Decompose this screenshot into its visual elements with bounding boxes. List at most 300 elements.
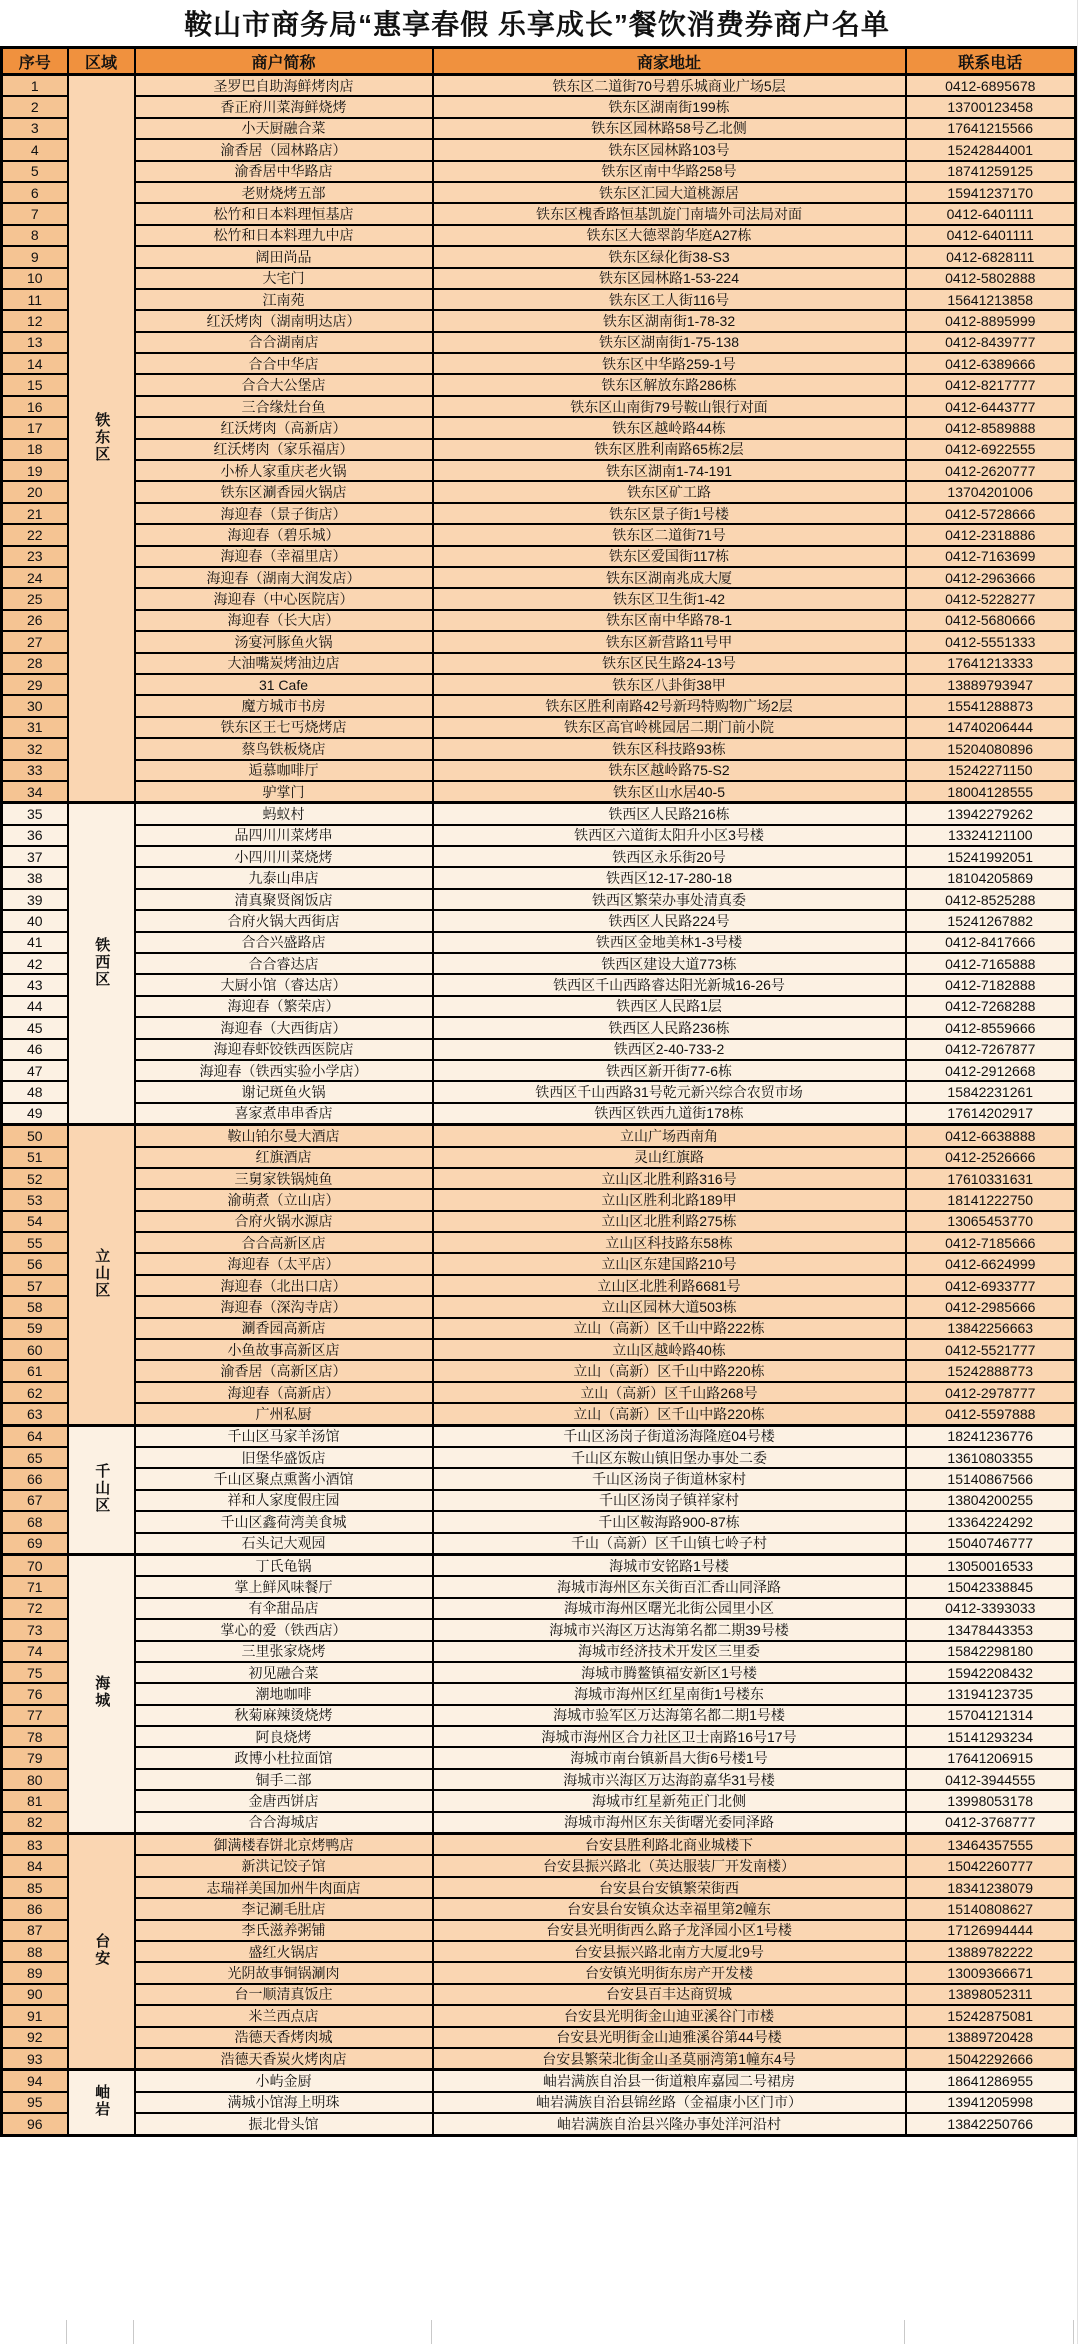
cell-seq: 55 bbox=[2, 1232, 68, 1253]
cell-phone: 0412-7163699 bbox=[906, 546, 1076, 567]
cell-seq: 47 bbox=[2, 1060, 68, 1081]
cell-seq: 51 bbox=[2, 1147, 68, 1168]
cell-merchant-name: 广州私厨 bbox=[135, 1403, 433, 1425]
cell-merchant-name: 潮地咖啡 bbox=[135, 1683, 433, 1704]
cell-seq: 21 bbox=[2, 503, 68, 524]
cell-phone: 15042260777 bbox=[906, 1855, 1076, 1876]
table-row bbox=[2, 96, 1076, 117]
table-row bbox=[2, 653, 1076, 674]
cell-address: 台安县振兴路北（英达服装厂开发南楼） bbox=[433, 1855, 906, 1876]
cell-merchant-name: 渝萌煮（立山店） bbox=[135, 1189, 433, 1210]
table-row bbox=[2, 974, 1076, 995]
cell-phone: 13009366671 bbox=[906, 1962, 1076, 1983]
cell-merchant-name: 红沃烤肉（家乐福店） bbox=[135, 439, 433, 460]
cell-address: 铁西区铁西九道街178栋 bbox=[433, 1103, 906, 1125]
cell-seq: 77 bbox=[2, 1705, 68, 1726]
cell-phone: 0412-7185666 bbox=[906, 1232, 1076, 1253]
table-row bbox=[2, 439, 1076, 460]
region-label: 铁西区 bbox=[93, 936, 111, 988]
cell-merchant-name: 李记涮毛肚店 bbox=[135, 1898, 433, 1919]
cell-seq: 42 bbox=[2, 953, 68, 974]
cell-merchant-name: 小天厨融合菜 bbox=[135, 118, 433, 139]
table-row bbox=[2, 1211, 1076, 1232]
region-label: 台安 bbox=[93, 1933, 111, 1968]
table-row bbox=[2, 524, 1076, 545]
cell-seq: 57 bbox=[2, 1275, 68, 1296]
cell-merchant-name: 合合湖南店 bbox=[135, 332, 433, 353]
cell-seq: 26 bbox=[2, 610, 68, 631]
table-row bbox=[2, 203, 1076, 224]
cell-phone: 15242271150 bbox=[906, 760, 1076, 781]
cell-seq: 71 bbox=[2, 1576, 68, 1597]
cell-address: 立山广场西南角 bbox=[433, 1125, 906, 1147]
table-row bbox=[2, 631, 1076, 652]
table-row bbox=[2, 996, 1076, 1017]
cell-seq: 75 bbox=[2, 1662, 68, 1683]
cell-merchant-name: 金唐西饼店 bbox=[135, 1790, 433, 1811]
cell-address: 海城市红星新苑正门北侧 bbox=[433, 1790, 906, 1811]
cell-phone: 13804200255 bbox=[906, 1490, 1076, 1511]
cell-seq: 59 bbox=[2, 1318, 68, 1339]
cell-address: 海城市验军区万达海第名都二期1号楼 bbox=[433, 1705, 906, 1726]
cell-phone: 15541288873 bbox=[906, 695, 1076, 716]
cell-merchant-name: 渝香居（高新区店） bbox=[135, 1360, 433, 1381]
cell-address: 立山区园林大道503栋 bbox=[433, 1296, 906, 1317]
table-row bbox=[2, 2048, 1076, 2070]
cell-phone: 0412-6389666 bbox=[906, 353, 1076, 374]
table-row bbox=[2, 1168, 1076, 1189]
cell-seq: 74 bbox=[2, 1641, 68, 1662]
cell-address: 立山（高新）区千山中路222栋 bbox=[433, 1318, 906, 1339]
cell-merchant-name: 圣罗巴自助海鲜烤肉店 bbox=[135, 75, 433, 97]
cell-phone: 0412-3768777 bbox=[906, 1812, 1076, 1834]
cell-seq: 58 bbox=[2, 1296, 68, 1317]
cell-seq: 10 bbox=[2, 268, 68, 289]
cell-phone: 0412-3944555 bbox=[906, 1769, 1076, 1790]
table-row bbox=[2, 717, 1076, 738]
cell-seq: 91 bbox=[2, 2005, 68, 2026]
cell-phone: 13998053178 bbox=[906, 1790, 1076, 1811]
cell-merchant-name: 喜家煮串串香店 bbox=[135, 1103, 433, 1125]
cell-merchant-name: 渝香居（园林路店） bbox=[135, 139, 433, 160]
cell-seq: 29 bbox=[2, 674, 68, 695]
cell-address: 海城市兴海区万达海韵嘉华31号楼 bbox=[433, 1769, 906, 1790]
cell-address: 铁东区高官岭桃园居二期门前小院 bbox=[433, 717, 906, 738]
gridline-stub bbox=[133, 2320, 134, 2344]
cell-seq: 95 bbox=[2, 2092, 68, 2113]
cell-merchant-name: 大油嘴炭烤油边店 bbox=[135, 653, 433, 674]
cell-seq: 83 bbox=[2, 1834, 68, 1856]
cell-address: 海城市经济技术开发区三里委 bbox=[433, 1641, 906, 1662]
cell-phone: 17614202917 bbox=[906, 1103, 1076, 1125]
cell-seq: 96 bbox=[2, 2113, 68, 2135]
cell-address: 台安县胜利路北商业城楼下 bbox=[433, 1834, 906, 1856]
cell-region bbox=[68, 1834, 135, 2070]
table-row bbox=[2, 1705, 1076, 1726]
cell-phone: 0412-8417666 bbox=[906, 932, 1076, 953]
cell-merchant-name: 米兰西点店 bbox=[135, 2005, 433, 2026]
cell-seq: 69 bbox=[2, 1533, 68, 1555]
cell-seq: 86 bbox=[2, 1898, 68, 1919]
cell-seq: 5 bbox=[2, 161, 68, 182]
cell-merchant-name: 铁东区王七丐烧烤店 bbox=[135, 717, 433, 738]
cell-merchant-name: 御满楼春饼北京烤鸭店 bbox=[135, 1834, 433, 1856]
cell-merchant-name: 海迎春（大西街店） bbox=[135, 1017, 433, 1038]
cell-merchant-name: 渝香居中华路店 bbox=[135, 161, 433, 182]
cell-phone: 15842298180 bbox=[906, 1641, 1076, 1662]
cell-address: 铁东区园林路1-53-224 bbox=[433, 268, 906, 289]
cell-merchant-name: 红沃烤肉（高新店） bbox=[135, 417, 433, 438]
cell-phone: 17641206915 bbox=[906, 1747, 1076, 1768]
table-row bbox=[2, 1189, 1076, 1210]
cell-phone: 13942279262 bbox=[906, 803, 1076, 825]
table-row bbox=[2, 374, 1076, 395]
region-label: 千山区 bbox=[93, 1462, 111, 1514]
table-row bbox=[2, 1984, 1076, 2005]
cell-address: 铁西区六道街太阳升小区3号楼 bbox=[433, 825, 906, 846]
cell-seq: 67 bbox=[2, 1490, 68, 1511]
cell-address: 铁东区爱国街117栋 bbox=[433, 546, 906, 567]
merchant-table bbox=[0, 46, 1077, 2137]
cell-merchant-name: 丁氏龟锅 bbox=[135, 1554, 433, 1576]
table-row bbox=[2, 846, 1076, 867]
table-row bbox=[2, 1619, 1076, 1640]
cell-merchant-name: 千山区聚点熏酱小酒馆 bbox=[135, 1468, 433, 1489]
table-row bbox=[2, 803, 1076, 825]
cell-seq: 54 bbox=[2, 1211, 68, 1232]
cell-phone: 15242888773 bbox=[906, 1360, 1076, 1381]
cell-phone: 15704121314 bbox=[906, 1705, 1076, 1726]
table-row bbox=[2, 760, 1076, 781]
cell-merchant-name: 小鱼故事高新区店 bbox=[135, 1339, 433, 1360]
cell-address: 铁东区八卦街38甲 bbox=[433, 674, 906, 695]
table-row bbox=[2, 1511, 1076, 1532]
cell-merchant-name: 浩德天香烤肉城 bbox=[135, 2027, 433, 2048]
column-header-0: 序号 bbox=[2, 48, 68, 75]
cell-address: 铁西区人民路216栋 bbox=[433, 803, 906, 825]
table-row bbox=[2, 1962, 1076, 1983]
gridline-stub bbox=[1073, 2320, 1074, 2344]
table-row bbox=[2, 246, 1076, 267]
cell-seq: 78 bbox=[2, 1726, 68, 1747]
region-label: 岫岩 bbox=[93, 2083, 111, 2118]
cell-phone: 0412-6638888 bbox=[906, 1125, 1076, 1147]
table-row bbox=[2, 1790, 1076, 1811]
cell-phone: 18141222750 bbox=[906, 1189, 1076, 1210]
cell-phone: 0412-7165888 bbox=[906, 953, 1076, 974]
table-row bbox=[2, 1103, 1076, 1125]
cell-seq: 9 bbox=[2, 246, 68, 267]
cell-address: 铁东区山南街79号鞍山银行对面 bbox=[433, 396, 906, 417]
page-title: 鞍山市商务局“惠享春假 乐享成长”餐饮消费券商户名单 bbox=[184, 9, 890, 40]
cell-address: 立山区北胜利路316号 bbox=[433, 1168, 906, 1189]
table-row bbox=[2, 1017, 1076, 1038]
cell-merchant-name: 海迎春（北出口店） bbox=[135, 1275, 433, 1296]
cell-merchant-name: 海迎春虾饺铁西医院店 bbox=[135, 1039, 433, 1060]
table-row bbox=[2, 1877, 1076, 1898]
cell-phone: 15040746777 bbox=[906, 1533, 1076, 1555]
cell-seq: 82 bbox=[2, 1812, 68, 1834]
cell-seq: 6 bbox=[2, 182, 68, 203]
cell-phone: 0412-2620777 bbox=[906, 460, 1076, 481]
table-row bbox=[2, 932, 1076, 953]
cell-address: 铁西区金地美林1-3号楼 bbox=[433, 932, 906, 953]
cell-merchant-name: 谢记斑鱼火锅 bbox=[135, 1081, 433, 1102]
cell-merchant-name: 光阴故事铜锅涮肉 bbox=[135, 1962, 433, 1983]
cell-address: 台安县光明街金山迪亚溪谷门市楼 bbox=[433, 2005, 906, 2026]
cell-seq: 40 bbox=[2, 910, 68, 931]
table-row bbox=[2, 396, 1076, 417]
cell-merchant-name: 蚂蚁村 bbox=[135, 803, 433, 825]
cell-seq: 85 bbox=[2, 1877, 68, 1898]
cell-merchant-name: 合合睿达店 bbox=[135, 953, 433, 974]
cell-seq: 79 bbox=[2, 1747, 68, 1768]
cell-phone: 18641286955 bbox=[906, 2070, 1076, 2092]
cell-address: 铁西区建设大道773栋 bbox=[433, 953, 906, 974]
cell-seq: 2 bbox=[2, 96, 68, 117]
cell-phone: 0412-6828111 bbox=[906, 246, 1076, 267]
cell-seq: 68 bbox=[2, 1511, 68, 1532]
cell-merchant-name: 合合高新区店 bbox=[135, 1232, 433, 1253]
cell-merchant-name: 铜手二部 bbox=[135, 1769, 433, 1790]
cell-seq: 13 bbox=[2, 332, 68, 353]
cell-merchant-name: 小四川川菜烧烤 bbox=[135, 846, 433, 867]
cell-phone: 13842256663 bbox=[906, 1318, 1076, 1339]
cell-phone: 0412-6401111 bbox=[906, 225, 1076, 246]
cell-phone: 0412-7182888 bbox=[906, 974, 1076, 995]
cell-merchant-name: 千山区马家羊汤馆 bbox=[135, 1425, 433, 1447]
cell-address: 铁东区湖南街1-78-32 bbox=[433, 310, 906, 331]
cell-seq: 30 bbox=[2, 695, 68, 716]
cell-address: 铁东区越岭路44栋 bbox=[433, 417, 906, 438]
cell-merchant-name: 初见融合菜 bbox=[135, 1662, 433, 1683]
cell-phone: 0412-8439777 bbox=[906, 332, 1076, 353]
cell-merchant-name: 祥和人家度假庄园 bbox=[135, 1490, 433, 1511]
cell-address: 台安县台安镇众达幸福里第2幢东 bbox=[433, 1898, 906, 1919]
cell-phone: 0412-2526666 bbox=[906, 1147, 1076, 1168]
cell-merchant-name: 红沃烤肉（湖南明达店） bbox=[135, 310, 433, 331]
cell-phone: 0412-8525288 bbox=[906, 889, 1076, 910]
cell-seq: 15 bbox=[2, 374, 68, 395]
cell-phone: 15641213858 bbox=[906, 289, 1076, 310]
cell-address: 千山（高新）区千山镇七岭子村 bbox=[433, 1533, 906, 1555]
cell-merchant-name: 魔方城市书房 bbox=[135, 695, 433, 716]
cell-region bbox=[68, 1425, 135, 1554]
cell-address: 铁东区工人街116号 bbox=[433, 289, 906, 310]
cell-merchant-name: 志瑞祥美国加州牛肉面店 bbox=[135, 1877, 433, 1898]
table-row bbox=[2, 2113, 1076, 2135]
cell-seq: 39 bbox=[2, 889, 68, 910]
cell-address: 铁东区园林路58号乙北侧 bbox=[433, 118, 906, 139]
table-row bbox=[2, 1726, 1076, 1747]
cell-seq: 25 bbox=[2, 588, 68, 609]
cell-merchant-name: 石头记大观园 bbox=[135, 1533, 433, 1555]
cell-seq: 53 bbox=[2, 1189, 68, 1210]
cell-seq: 34 bbox=[2, 781, 68, 803]
cell-seq: 17 bbox=[2, 417, 68, 438]
cell-merchant-name: 海迎春（高新店） bbox=[135, 1382, 433, 1403]
cell-phone: 0412-6624999 bbox=[906, 1253, 1076, 1274]
table-row bbox=[2, 289, 1076, 310]
cell-phone: 18241236776 bbox=[906, 1425, 1076, 1447]
cell-address: 海城市海州区东关街百汇香山同泽路 bbox=[433, 1576, 906, 1597]
cell-merchant-name: 旧堡华盛饭店 bbox=[135, 1447, 433, 1468]
cell-phone: 0412-8589888 bbox=[906, 417, 1076, 438]
cell-merchant-name: 小桥人家重庆老火锅 bbox=[135, 460, 433, 481]
table-row bbox=[2, 139, 1076, 160]
table-row bbox=[2, 695, 1076, 716]
cell-address: 台安县光明街金山迪雅溪谷第44号楼 bbox=[433, 2027, 906, 2048]
cell-address: 铁东区南中华路78-1 bbox=[433, 610, 906, 631]
cell-address: 台安县台安镇繁荣街西 bbox=[433, 1877, 906, 1898]
cell-address: 铁东区南中华路258号 bbox=[433, 161, 906, 182]
cell-phone: 13610803355 bbox=[906, 1447, 1076, 1468]
cell-merchant-name: 台一顺清真饭庄 bbox=[135, 1984, 433, 2005]
table-row bbox=[2, 1683, 1076, 1704]
table-row bbox=[2, 1769, 1076, 1790]
cell-phone: 18004128555 bbox=[906, 781, 1076, 803]
cell-address: 海城市安铭路1号楼 bbox=[433, 1554, 906, 1576]
cell-address: 海城市海州区曙光北街公园里小区 bbox=[433, 1598, 906, 1619]
cell-phone: 0412-6401111 bbox=[906, 203, 1076, 224]
cell-merchant-name: 掌上鲜风味餐厅 bbox=[135, 1576, 433, 1597]
cell-seq: 36 bbox=[2, 825, 68, 846]
cell-phone: 15140808627 bbox=[906, 1898, 1076, 1919]
cell-merchant-name: 盛红火锅店 bbox=[135, 1941, 433, 1962]
cell-region bbox=[68, 75, 135, 803]
cell-phone: 15241267882 bbox=[906, 910, 1076, 931]
table-row bbox=[2, 310, 1076, 331]
table-row bbox=[2, 2027, 1076, 2048]
table-row bbox=[2, 1898, 1076, 1919]
cell-phone: 15942208432 bbox=[906, 1662, 1076, 1683]
cell-merchant-name: 海迎春（景子街店） bbox=[135, 503, 433, 524]
table-row bbox=[2, 1490, 1076, 1511]
cell-seq: 23 bbox=[2, 546, 68, 567]
cell-merchant-name: 海迎春（繁荣店） bbox=[135, 996, 433, 1017]
cell-address: 铁东区绿化街38-S3 bbox=[433, 246, 906, 267]
cell-address: 铁东区卫生街1-42 bbox=[433, 588, 906, 609]
cell-seq: 8 bbox=[2, 225, 68, 246]
cell-phone: 0412-8895999 bbox=[906, 310, 1076, 331]
cell-address: 铁东区槐香路恒基凯旋门南墙外司法局对面 bbox=[433, 203, 906, 224]
cell-phone: 0412-7267877 bbox=[906, 1039, 1076, 1060]
cell-address: 铁西区2-40-733-2 bbox=[433, 1039, 906, 1060]
cell-seq: 43 bbox=[2, 974, 68, 995]
cell-phone: 0412-6933777 bbox=[906, 1275, 1076, 1296]
table-row bbox=[2, 1834, 1076, 1856]
cell-address: 铁东区民生路24-13号 bbox=[433, 653, 906, 674]
cell-address: 海城市海州区合力社区卫士南路16号17号 bbox=[433, 1726, 906, 1747]
cell-seq: 24 bbox=[2, 567, 68, 588]
cell-region bbox=[68, 1125, 135, 1425]
cell-seq: 22 bbox=[2, 524, 68, 545]
region-label: 立山区 bbox=[93, 1247, 111, 1299]
gridline-right bbox=[1077, 0, 1078, 2344]
cell-address: 立山区北胜利路6681号 bbox=[433, 1275, 906, 1296]
cell-phone: 13050016533 bbox=[906, 1554, 1076, 1576]
cell-phone: 0412-8559666 bbox=[906, 1017, 1076, 1038]
cell-seq: 41 bbox=[2, 932, 68, 953]
column-header-2: 商户简称 bbox=[135, 48, 433, 75]
cell-phone: 18341238079 bbox=[906, 1877, 1076, 1898]
table-row bbox=[2, 781, 1076, 803]
table-row bbox=[2, 1232, 1076, 1253]
cell-merchant-name: 海迎春（深沟寺店） bbox=[135, 1296, 433, 1317]
cell-address: 千山区汤岗子街道林家村 bbox=[433, 1468, 906, 1489]
cell-merchant-name: 鞍山铂尔曼大酒店 bbox=[135, 1125, 433, 1147]
cell-phone: 13889793947 bbox=[906, 674, 1076, 695]
cell-merchant-name: 海迎春（湖南大润发店） bbox=[135, 567, 433, 588]
cell-merchant-name: 政博小杜拉面馆 bbox=[135, 1747, 433, 1768]
region-label: 海城 bbox=[93, 1675, 111, 1710]
column-header-4: 联系电话 bbox=[906, 48, 1076, 75]
cell-address: 铁东区越岭路75-S2 bbox=[433, 760, 906, 781]
cell-address: 铁西区千山西路31号乾元新兴综合农贸市场 bbox=[433, 1081, 906, 1102]
cell-phone: 17641213333 bbox=[906, 653, 1076, 674]
column-header-1: 区域 bbox=[68, 48, 135, 75]
table-row bbox=[2, 1081, 1076, 1102]
table-row bbox=[2, 1812, 1076, 1834]
cell-address: 铁东区山水居40-5 bbox=[433, 781, 906, 803]
table-row bbox=[2, 161, 1076, 182]
cell-seq: 4 bbox=[2, 139, 68, 160]
cell-address: 铁东区园林路103号 bbox=[433, 139, 906, 160]
cell-seq: 52 bbox=[2, 1168, 68, 1189]
cell-seq: 64 bbox=[2, 1425, 68, 1447]
cell-address: 铁西区人民路1层 bbox=[433, 996, 906, 1017]
cell-phone: 13898052311 bbox=[906, 1984, 1076, 2005]
cell-seq: 46 bbox=[2, 1039, 68, 1060]
cell-merchant-name: 海迎春（碧乐城） bbox=[135, 524, 433, 545]
table-row bbox=[2, 610, 1076, 631]
cell-merchant-name: 三合缘灶台鱼 bbox=[135, 396, 433, 417]
gridline-stub bbox=[904, 2320, 905, 2344]
table-row bbox=[2, 867, 1076, 888]
table-row bbox=[2, 75, 1076, 97]
cell-address: 台安县振兴路北南方大厦北9号 bbox=[433, 1941, 906, 1962]
cell-phone: 13704201006 bbox=[906, 481, 1076, 502]
cell-address: 千山区鞍海路900-87栋 bbox=[433, 1511, 906, 1532]
cell-seq: 73 bbox=[2, 1619, 68, 1640]
cell-seq: 60 bbox=[2, 1339, 68, 1360]
table-row bbox=[2, 567, 1076, 588]
cell-address: 海城市兴海区万达海第名都二期39号楼 bbox=[433, 1619, 906, 1640]
cell-seq: 19 bbox=[2, 460, 68, 481]
table-row bbox=[2, 353, 1076, 374]
cell-merchant-name: 新洪记饺子馆 bbox=[135, 1855, 433, 1876]
cell-phone: 18741259125 bbox=[906, 161, 1076, 182]
cell-merchant-name: 合府火锅大西街店 bbox=[135, 910, 433, 931]
cell-seq: 65 bbox=[2, 1447, 68, 1468]
cell-address: 台安镇光明街东房产开发楼 bbox=[433, 1962, 906, 1983]
cell-phone: 13478443353 bbox=[906, 1619, 1076, 1640]
cell-seq: 37 bbox=[2, 846, 68, 867]
gridline-stub bbox=[431, 2320, 432, 2344]
table-row bbox=[2, 1855, 1076, 1876]
cell-merchant-name: 千山区鑫荷湾美食城 bbox=[135, 1511, 433, 1532]
cell-address: 立山区东建国路210号 bbox=[433, 1253, 906, 1274]
cell-phone: 13194123735 bbox=[906, 1683, 1076, 1704]
cell-merchant-name: 振北骨头馆 bbox=[135, 2113, 433, 2135]
table-row bbox=[2, 460, 1076, 481]
table-row bbox=[2, 674, 1076, 695]
table-row bbox=[2, 1296, 1076, 1317]
cell-seq: 80 bbox=[2, 1769, 68, 1790]
cell-address: 铁东区矿工路 bbox=[433, 481, 906, 502]
cell-seq: 27 bbox=[2, 631, 68, 652]
table-row bbox=[2, 1125, 1076, 1147]
